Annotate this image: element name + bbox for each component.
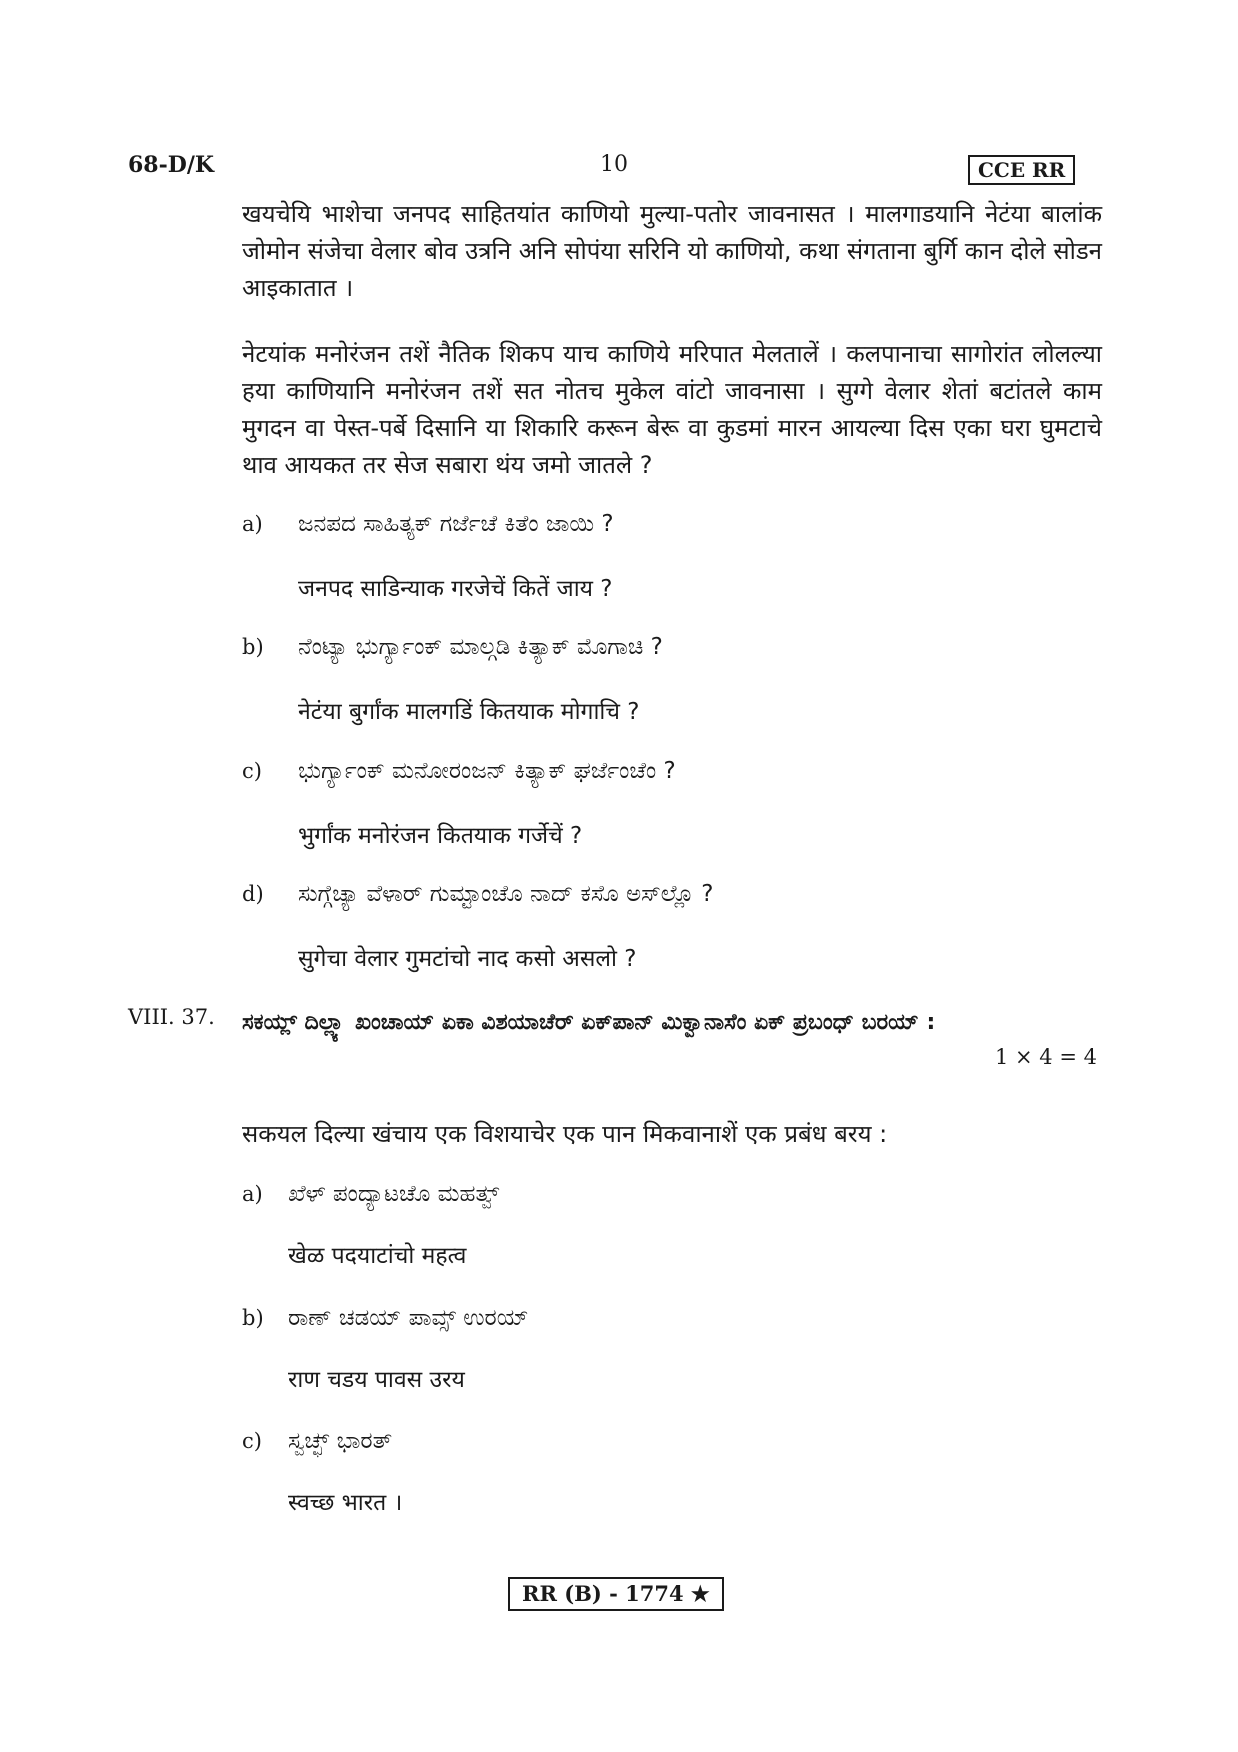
topic-label: c) bbox=[242, 1429, 262, 1453]
question-devanagari: सुगेचा वेलार गुमटांचो नाद कसो असलो ? bbox=[298, 946, 637, 972]
topic-devanagari: स्वच्छ भारत । bbox=[288, 1490, 403, 1516]
question-kannada: ಸುಗ್ಗೆಚ್ಯಾ ವೆಳಾರ್ ಗುಮ್ಟಾಂಚೊ ನಾದ್ ಕಸೊ ಅಸ್‌ಲ್ಲೊ ? bbox=[298, 881, 714, 907]
question-kannada: ಜನಪದ ಸಾಹಿತ್ಯಕ್ ಗರ್ಜೆಚೆ ಕಿತೆಂ ಜಾಯಿ ? bbox=[298, 511, 614, 537]
question-label: d) bbox=[242, 882, 264, 906]
section-marks: 1 × 4 = 4 bbox=[995, 1045, 1097, 1069]
paper-code: 68-D/K bbox=[128, 152, 214, 178]
question-devanagari: नेटंया बुर्गांक मालगडिं कितयाक मोगाचि ? bbox=[298, 699, 640, 725]
question-kannada: ನೆಂಟ್ಯಾ ಭುರ್ಗ್ಯಾಂಕ್ ಮಾಲ್ಗಡಿ ಕಿತ್ಯಾಕ್ ಮೊಗಾಚಿ ? bbox=[298, 634, 663, 660]
topic-kannada: ಖೆಳ್ ಪಂದ್ಯಾಟಚೊ ಮಹತ್ವ್ bbox=[288, 1181, 500, 1207]
section-number: VIII. 37. bbox=[128, 1005, 215, 1029]
passage-paragraph-2: नेटयांक मनोरंजन तशें नैतिक शिकप याच काणिये मरिपात मेलतालें । कलपानाचा सागोरांत लोलल्या हया काणियानि मनोरंजन तशें सत नोतच मुकेल वांटो जावनासा । सुग्गे वेलार शेतां बटांतले काम मुगदन वा पेस्त-पर्बे दिसानि या शिकारि करून बेरू वा कुडमां मारन आयल्या दिस एका घरा घुमटाचे थाव आयकत तर सेज सबारा थंय जमो जातले ? bbox=[242, 340, 1102, 479]
question-devanagari: भुर्गांक मनोरंजन कितयाक गर्जेचें ? bbox=[298, 823, 583, 849]
question-label: c) bbox=[242, 759, 262, 783]
footer-code-box: RR (B) - 1774 ★ bbox=[508, 1577, 724, 1611]
question-label: a) bbox=[242, 512, 263, 536]
topic-label: b) bbox=[242, 1306, 264, 1330]
topic-devanagari: खेळ पदयाटांचो महत्व bbox=[288, 1243, 467, 1269]
topic-kannada: ರಾಣ್ ಚಡಯ್ ಪಾವ್ಸ್ ಉರಯ್ bbox=[288, 1305, 529, 1331]
section-devanagari-instruction: सकयल दिल्या खंचाय एक विशयाचेर एक पान मिकवानाशें एक प्रबंध बरय : bbox=[242, 1120, 888, 1148]
passage-paragraph-1: खयचेयि भाशेचा जनपद साहितयांत काणियो मुल्या-पतोर जावनासत । मालगाडयानि नेटंया बालांक जोमोन संजेचा वेलार बोव उत्रनि अनि सोपंया सरिनि यो काणियो, कथा संगताना बुर्गि कान दोले सोडन आइकातात । bbox=[242, 200, 1102, 302]
question-kannada: ಭುರ್ಗ್ಯಾಂಕ್ ಮನೋರಂಜನ್ ಕಿತ್ಯಾಕ್ ಘರ್ಜೆಂಚೆಂ ? bbox=[298, 758, 676, 784]
topic-label: a) bbox=[242, 1182, 263, 1206]
section-kannada-instruction: ಸಕಯ್ಲ್ ದಿಲ್ಲ್ಯಾ ಖಂಚಾಯ್ ಏಕಾ ವಿಶಯಾಚೆರ್ ಏಕ್‌ಪಾನ್ ಮಿಕ್ವಾನಾಸೆಂ ಏಕ್ ಪ್ರಬಂಧ್ ಬರಯ್ : bbox=[242, 1010, 936, 1035]
page-number: 10 bbox=[600, 152, 628, 177]
topic-devanagari: राण चडय पावस उरय bbox=[288, 1367, 465, 1393]
topic-kannada: ಸ್ವಚ್ಛ್ ಭಾರತ್ bbox=[288, 1428, 393, 1454]
question-label: b) bbox=[242, 635, 264, 659]
question-devanagari: जनपद साडिन्याक गरजेचें कितें जाय ? bbox=[298, 576, 613, 602]
board-label-box: CCE RR bbox=[968, 155, 1075, 185]
